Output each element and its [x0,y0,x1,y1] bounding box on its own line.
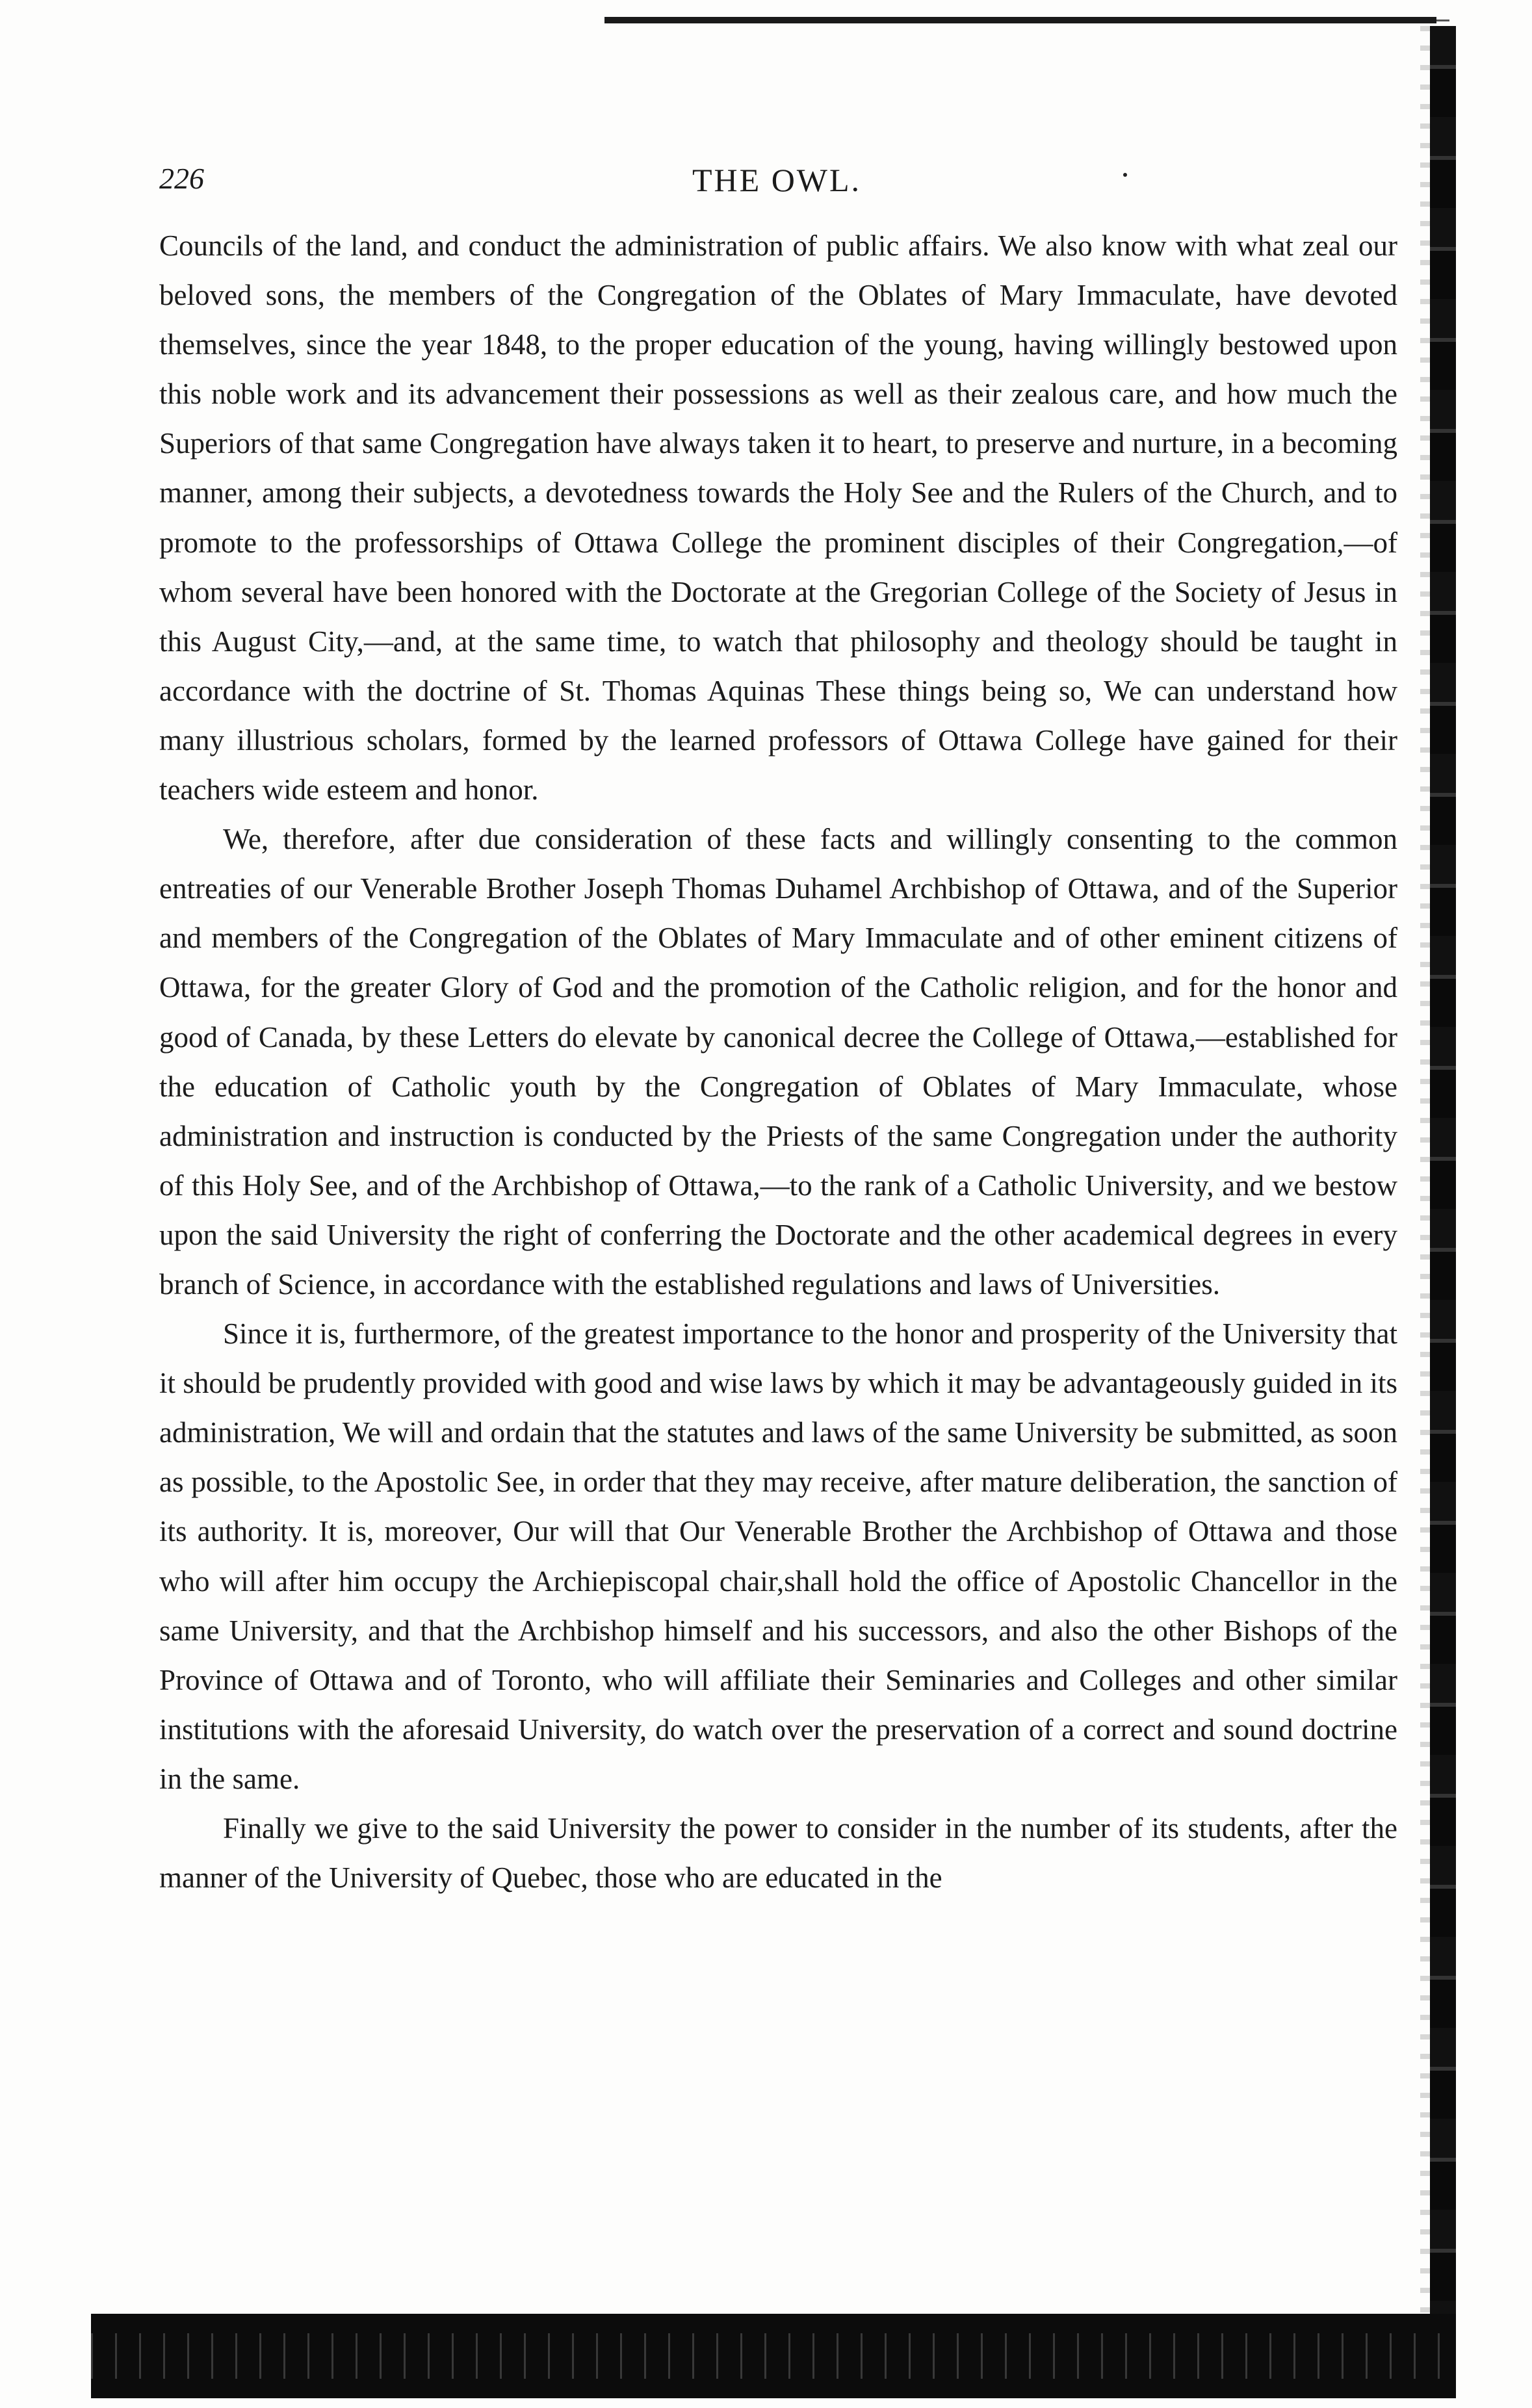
paragraph-1: Councils of the land, and conduct the administration of public affairs. We also know with what zeal our beloved sons, the members of the Congregation of the Oblates of Mary Immaculate, have devoted themselves, since the year 1848, to the proper education of the young, having willingly bestowed upon this noble work and its advancement their possessions as well as their zealous care, and how much the Superiors of that same Congregation have always taken it to heart, to preserve and nurture, in a becoming manner, among their subjects, a devotedness towards the Holy See and the Rulers of the Church, and to promote to the professorships of Ottawa College the prominent disciples of their Congregation,—of whom several have been honored with the Doctorate at the Gregorian College of the Society of Jesus in this August City,—and, at the same time, to watch that philosophy and theology should be taught in accordance with the doctrine of St. Thomas Aquinas These things being so, We can understand how many illustrious scholars, formed by the learned professors of Ottawa College have gained for their teachers wide esteem and honor. [159,229,1397,807]
page-header [159,161,1394,207]
paragraph-4: Finally we give to the said University the power to consider in the number of its students, after the manner of the University of Quebec, those who are educated in the [159,1812,1397,1895]
running-title: THE OWL. [692,162,862,198]
article-body [159,221,1397,1902]
ink-speck [1123,173,1127,177]
paragraph-2: We, therefore, after due consideration of these facts and willingly consenting to the common entreaties of our Venerable Brother Joseph Thomas Duhamel Archbishop of Ottawa, and of the Superior and members of the Congregation of the Oblates of Mary Immaculate and of other eminent citizens of Ottawa, for the greater Glory of God and the promotion of the Catholic religion, and for the honor and good of Canada, by these Letters do elevate by canonical decree the College of Ottawa,—established for the education of Catholic youth by the Congregation of Oblates of Mary Immaculate, whose administration and instruction is conducted by the Priests of the same Congregation under the authority of this Holy See, and of the Archbishop of Ottawa,—to the rank of a Catholic University, and we bestow upon the said University the right of conferring the Doctorate and the other academical degrees in every branch of Science, in accordance with the established regulations and laws of Universities. [159,823,1397,1301]
right-scan-edge [1430,26,1456,2327]
top-scan-edge [604,17,1436,23]
bottom-scan-noise [91,2333,1456,2379]
paragraph-3: Since it is, furthermore, of the greatest importance to the honor and prosperity of the University that it should be prudently provided with good and wise laws by which it may be advantageously guided in its administration, We will and ordain that the statutes and laws of the same University be submitted, as soon as possible, to the Apostolic See, in order that they may receive, after mature deliberation, the sanction of its authority. It is, moreover, Our will that Our Venerable Brother the Archbishop of Ottawa and those who will after him occupy the Archiepiscopal chair,shall hold the office of Apostolic Chancellor in the same University, and that the Archbishop himself and his successors, and also the other Bishops of the Province of Ottawa and of Toronto, who will affiliate their Seminaries and Colleges and other similar institutions with the aforesaid University, do watch over the preservation of a correct and sound doctrine in the same. [159,1317,1397,1795]
page-number: 226 [159,162,204,195]
